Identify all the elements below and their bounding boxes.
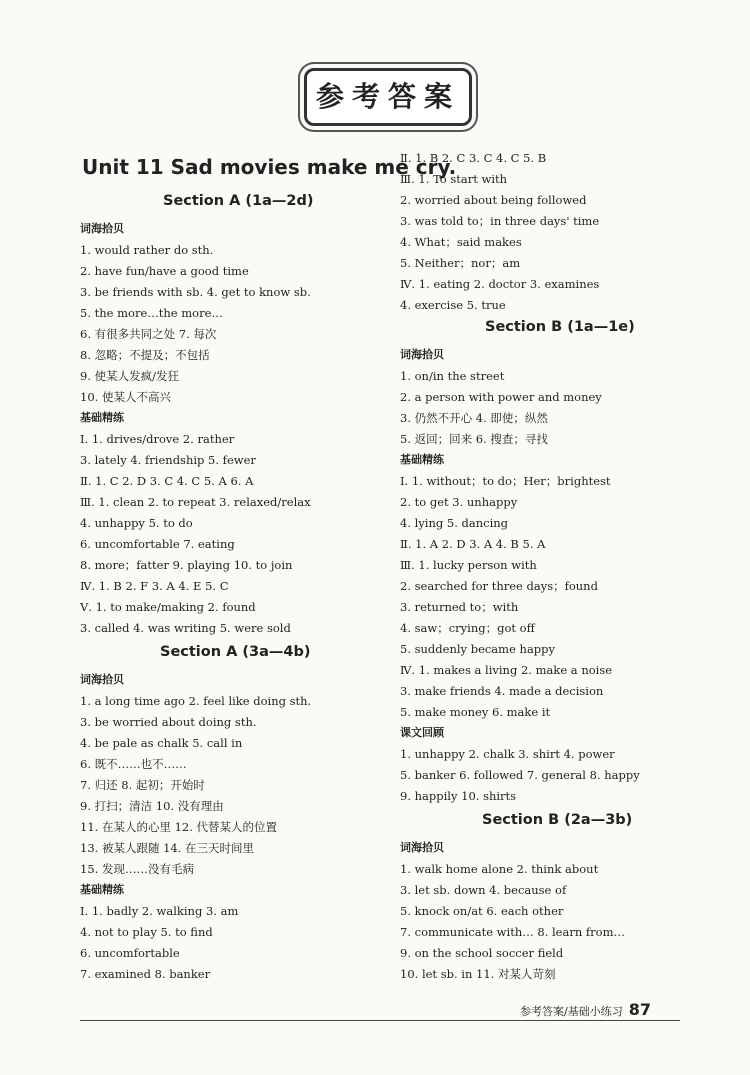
unit-title: Unit 11 Sad movies make me cry. xyxy=(82,155,457,179)
subsection-label: 基础精练 xyxy=(80,883,124,896)
answer-line: 1. walk home alone 2. think about xyxy=(400,862,599,876)
subsection-label: 词海拾贝 xyxy=(400,841,444,854)
answer-line: 6. uncomfortable 7. eating xyxy=(80,537,235,551)
answer-line: Ⅳ. 1. B 2. F 3. A 4. E 5. C xyxy=(80,579,229,593)
answer-line: 11. 在某人的心里 12. 代替某人的位置 xyxy=(80,820,278,834)
answer-line: 3. called 4. was writing 5. were sold xyxy=(80,621,291,635)
subsection-label: 词海拾贝 xyxy=(400,348,444,361)
answer-line: Ⅱ. 1. C 2. D 3. C 4. C 5. A 6. A xyxy=(80,474,254,488)
answer-line: Ⅳ. 1. eating 2. doctor 3. examines xyxy=(400,277,600,291)
answer-line: 2. worried about being followed xyxy=(400,193,587,207)
answer-line: Ⅲ. 1. clean 2. to repeat 3. relaxed/relax xyxy=(80,495,311,509)
answer-line: 4. exercise 5. true xyxy=(400,298,506,312)
section-heading: Section B (2a—3b) xyxy=(482,812,633,828)
answer-line: 6. 有很多共同之处 7. 每次 xyxy=(80,327,217,341)
answer-line: 5. Neither；nor；am xyxy=(400,256,521,270)
answer-line: 10. 使某人不高兴 xyxy=(80,390,171,404)
answer-line: 9. 使某人发疯/发狂 xyxy=(80,369,180,383)
answer-line: 1. on/in the street xyxy=(400,369,505,383)
answer-line: Ⅲ. 1. To start with xyxy=(400,172,508,186)
subsection-label: 词海拾贝 xyxy=(80,673,124,686)
answer-line: 3. make friends 4. made a decision xyxy=(400,684,604,698)
section-heading: Section A (1a—2d) xyxy=(163,193,314,209)
footer-rule xyxy=(80,1020,680,1021)
answer-line: Ⅱ. 1. A 2. D 3. A 4. B 5. A xyxy=(400,537,546,551)
answer-line: 3. let sb. down 4. because of xyxy=(400,883,567,897)
page-number: 87 xyxy=(628,1000,651,1019)
answer-line: 10. let sb. in 11. 对某人苛刻 xyxy=(400,967,556,981)
answer-line: 3. be worried about doing sth. xyxy=(80,715,257,729)
page-title-box xyxy=(304,68,472,126)
answer-line: 4. be pale as chalk 5. call in xyxy=(80,736,243,750)
answer-line: 5. knock on/at 6. each other xyxy=(400,904,564,918)
subsection-label: 基础精练 xyxy=(80,411,124,424)
subsection-label: 词海拾贝 xyxy=(80,222,124,235)
footer xyxy=(520,1000,651,1019)
answer-line: 3. be friends with sb. 4. get to know sb. xyxy=(80,285,311,299)
answer-line: 9. happily 10. shirts xyxy=(400,789,517,803)
answer-line: 6. uncomfortable xyxy=(80,946,180,960)
answer-line: 2. have fun/have a good time xyxy=(80,264,249,278)
answer-line: 2. a person with power and money xyxy=(400,390,602,404)
answer-line: Ⅰ. 1. without；to do；Her；brightest xyxy=(400,474,611,488)
section-heading: Section A (3a—4b) xyxy=(160,644,311,660)
answer-line: 8. more；fatter 9. playing 10. to join xyxy=(80,558,293,572)
answer-line: 4. not to play 5. to find xyxy=(80,925,213,939)
answer-line: 13. 被某人跟随 14. 在三天时间里 xyxy=(80,841,255,855)
section-heading: Section B (1a—1e) xyxy=(485,319,635,335)
answer-line: 4. saw；crying；got off xyxy=(400,621,535,635)
answer-line: 3. was told to；in three days' time xyxy=(400,214,600,228)
answer-line: Ⅳ. 1. makes a living 2. make a noise xyxy=(400,663,613,677)
answer-line: 3. 仍然不开心 4. 即使；纵然 xyxy=(400,411,548,425)
answer-line: 3. lately 4. friendship 5. fewer xyxy=(80,453,256,467)
answer-line: 7. 归还 8. 起初；开始时 xyxy=(80,778,205,792)
answer-line: Ⅲ. 1. lucky person with xyxy=(400,558,537,572)
answer-line: 4. lying 5. dancing xyxy=(400,516,509,530)
answer-line: 5. 返回；回来 6. 搜查；寻找 xyxy=(400,432,548,446)
answer-line: 5. suddenly became happy xyxy=(400,642,556,656)
answer-line: 5. make money 6. make it xyxy=(400,705,551,719)
footer-label: 参考答案/基础小练习 xyxy=(520,1005,623,1018)
answer-line: Ⅱ. 1. B 2. C 3. C 4. C 5. B xyxy=(400,151,547,165)
answer-line: 2. searched for three days；found xyxy=(400,579,598,593)
answer-line: Ⅴ. 1. to make/making 2. found xyxy=(80,600,256,614)
answer-line: 5. banker 6. followed 7. general 8. happy xyxy=(400,768,640,782)
answer-line: Ⅰ. 1. drives/drove 2. rather xyxy=(80,432,235,446)
answer-line: 9. on the school soccer field xyxy=(400,946,564,960)
answer-line: 15. 发现……没有毛病 xyxy=(80,862,194,876)
answer-line: Ⅰ. 1. badly 2. walking 3. am xyxy=(80,904,239,918)
subsection-label: 课文回顾 xyxy=(400,726,444,739)
page-title: 参考答案 xyxy=(315,80,460,113)
answer-line: 2. to get 3. unhappy xyxy=(400,495,518,509)
answer-line: 4. What；said makes xyxy=(400,235,522,249)
answer-line: 6. 既不……也不…… xyxy=(80,757,187,771)
answer-line: 5. the more…the more… xyxy=(80,306,223,320)
answer-line: 1. would rather do sth. xyxy=(80,243,214,257)
answer-line: 1. a long time ago 2. feel like doing sth. xyxy=(80,694,312,708)
subsection-label: 基础精练 xyxy=(400,453,444,466)
answer-line: 3. returned to；with xyxy=(400,600,519,614)
answer-line: 9. 打扫；清洁 10. 没有理由 xyxy=(80,799,224,813)
answer-line: 8. 忽略；不提及；不包括 xyxy=(80,348,210,362)
answer-line: 4. unhappy 5. to do xyxy=(80,516,193,530)
answer-line: 7. communicate with… 8. learn from… xyxy=(400,925,625,939)
answer-line: 1. unhappy 2. chalk 3. shirt 4. power xyxy=(400,747,615,761)
answer-line: 7. examined 8. banker xyxy=(80,967,211,981)
